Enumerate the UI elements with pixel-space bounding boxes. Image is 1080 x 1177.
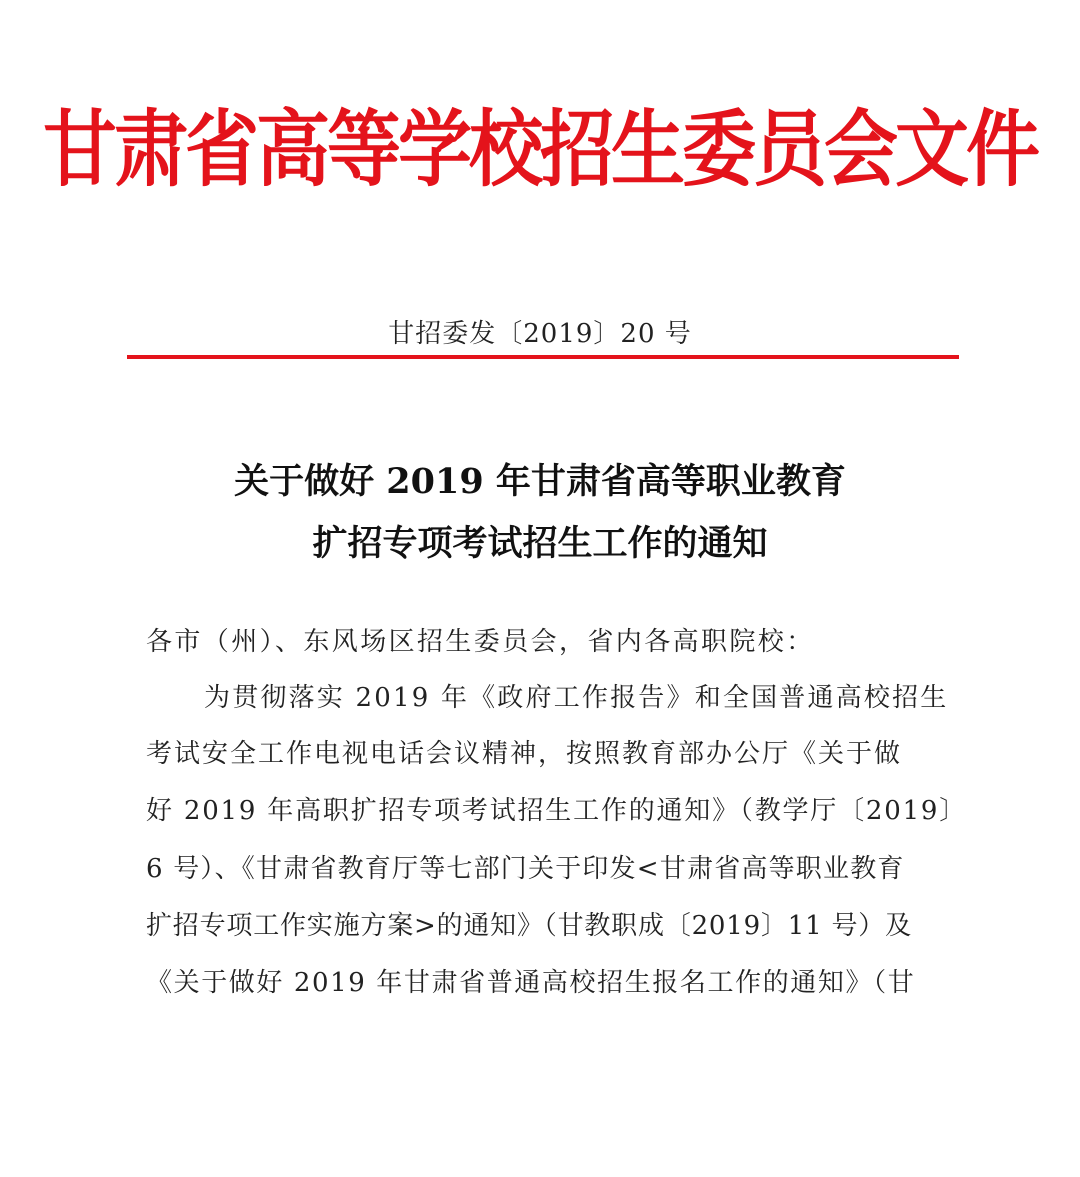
masthead-title: 甘肃省高等学校招生委员会文件 xyxy=(43,101,1037,198)
body-text-line: 6 号）、《甘肃省教育厅等七部门关于印发<甘肃省高等职业教育 xyxy=(146,854,905,884)
notice-title-line-1: 关于做好 2019 年甘肃省高等职业教育 xyxy=(234,461,846,502)
notice-title-line-2: 扩招专项考试招生工作的通知 xyxy=(312,523,768,564)
body-text-line: 好 2019 年高职扩招专项考试招生工作的通知》（教学厅〔2019〕 xyxy=(146,796,968,826)
body-text-line: 考试安全工作电视电话会议精神，按照教育部办公厅《关于做 xyxy=(146,739,903,769)
body-text-line: 为贯彻落实 2019 年《政府工作报告》和全国普通高校招生 xyxy=(204,683,949,713)
red-divider-line xyxy=(127,355,959,359)
body-text-line: 《关于做好 2019 年甘肃省普通高校招生报名工作的通知》（甘 xyxy=(146,968,916,998)
salutation: 各市（州）、东风场区招生委员会，省内各高职院校： xyxy=(146,627,815,657)
document-number: 甘招委发〔2019〕20 号 xyxy=(388,319,692,349)
body-text-line: 扩招专项工作实施方案>的通知》（甘教职成〔2019〕11 号）及 xyxy=(146,911,912,941)
